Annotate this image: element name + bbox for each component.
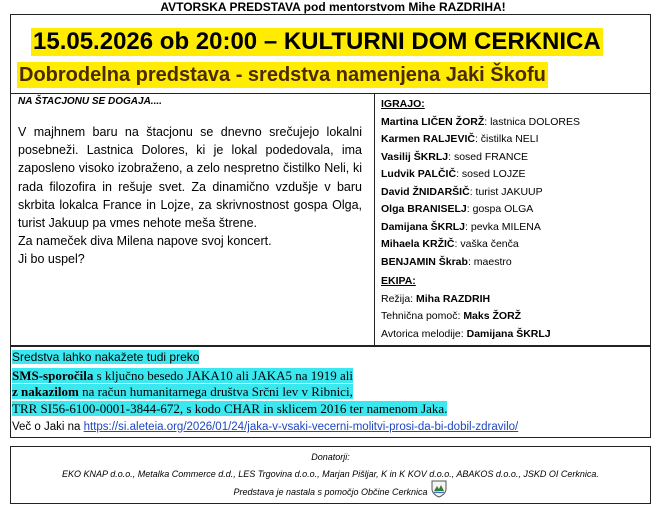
donation-intro-text: Sredstva lahko nakažete tudi preko [12,350,200,364]
actor-role: : maestro [467,255,512,268]
event-date-venue: 15.05.2026 ob 20:00 – KULTURNI DOM CERKNICA [33,28,601,55]
crew-member [381,326,551,344]
crew-name: Damijana ŠKRLJ [466,327,551,340]
cast-member [381,201,580,219]
transfer-text: na račun humanitarnega društva Srčni lev v Ribnici, [78,384,353,399]
actor-role: : pevka MILENA [465,220,541,233]
cast-member [381,219,580,237]
actor-role: : vaška čenča [454,238,519,250]
cast-member [381,131,580,149]
crew-role: Avtorica melodije: [381,327,467,340]
story-paragraph: V majhnem baru na štacjonu se dnevno srečujejo lokalni posebneži. Lastnica Dolores, ki je lokal podedovala, ima zaposleno visoko izobraženo, a zelo nespretno čistilko Neli, ki rada filozofira in rešuje svet. Za dinamično vzdušje v baru skrbita lokalca France in Lojze, za skrivnostnost gospa Olga, turist Jakuup pa vmes nehote meša štrene. [18,125,362,231]
donors-title: Donatorji: [311,452,350,462]
crew-member [381,308,551,326]
top-line: AVTORSKA PREDSTAVA pod mentorstvom Mihe RAZDRIHA! [160,0,506,14]
story-text [18,123,362,269]
donors-list: EKO KNAP d.o.o., Metalka Commerce d.d., LES Trgovina d.o.o., Marjan Pišljar, K in K KOV d.o.o., ABAKOS d.o.o., JSKD OI Cerknica. [62,469,599,479]
charity-line: Dobrodelna predstava - sredstva namenjena Jaki Škofu [19,64,546,86]
crew-name: Miha RAZDRIH [416,292,491,305]
cast-member [381,166,580,184]
actor-name: Olga BRANISELJ [381,203,467,215]
actor-role: : čistilka NELI [474,133,539,145]
story-title: NA ŠTACJONU SE DOGAJA.... [18,96,162,107]
more-info-link[interactable]: https://si.aleteia.org/2026/01/24/jaka-v-vsaki-vecerni-molitvi-prosi-da-bi-dobil-zdravilo/ [83,421,519,433]
cast-title: IGRAJO: [381,98,425,110]
actor-role: : gospa OLGA [466,203,534,215]
cast-member [381,114,580,132]
sms-text: s ključno besedo JAKA10 ali JAKA5 na 1919 ali [93,368,353,383]
cast-member [381,184,580,202]
transfer-label: z nakazilom [12,384,79,399]
more-info-label: Več o Jaki na [12,421,84,433]
crew-name: Maks ŽORŽ [463,310,522,322]
crew-list [381,273,551,343]
actor-role: : sosed FRANCE [448,150,529,163]
more-info-line [12,420,518,434]
actor-name: Damijana ŠKRLJ [381,220,466,233]
actor-role: : sosed LOJZE [456,168,526,180]
sms-line [12,368,353,384]
trr-text: TRR SI56-6100-0001-3844-672, s kodo CHAR in sklicem 2016 ter namenom Jaka. [12,401,448,416]
actor-name: Ludvik PALČIČ [381,168,457,180]
cast-list [381,96,580,271]
actor-name: BENJAMIN Škrab [381,255,468,268]
actor-role: : lastnica DOLORES [484,115,580,128]
transfer-line [12,384,353,400]
column-divider [374,94,375,346]
crew-role: Režija: [381,292,417,305]
crew-member [381,291,551,309]
story-paragraph: Za nameček diva Milena napove svoj koncert. [18,234,272,249]
actor-name: Karmen RALJEVIČ [381,133,475,145]
trr-line [12,401,447,417]
municipality-credit: Predstava je nastala s pomočjo Občine Cerknica [233,487,428,497]
cast-member [381,149,580,167]
municipal-crest-icon [431,480,447,498]
actor-role: : turist JAKUUP [469,185,543,198]
actor-name: David ŽNIDARŠIČ [381,185,470,198]
story-paragraph: Ji bo uspel? [18,252,85,267]
donation-intro [12,350,199,365]
crew-title: EKIPA: [381,275,416,287]
cast-member [381,236,580,254]
actor-name: Mihaela KRŽIČ [381,238,455,250]
actor-name: Vasilij ŠKRLJ [381,150,449,163]
actor-name: Martina LIČEN ŽORŽ [381,115,485,128]
cast-member [381,254,580,272]
sms-label: SMS-sporočila [12,368,94,383]
crew-role: Tehnična pomoč: [381,310,464,322]
